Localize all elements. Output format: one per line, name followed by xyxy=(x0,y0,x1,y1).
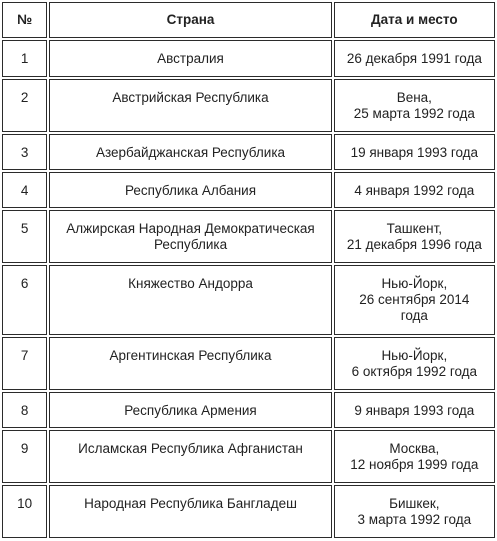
row-country: Народная Республика Бангладеш xyxy=(49,485,331,538)
row-date-place: 4 января 1992 года xyxy=(334,172,495,208)
header-date-place: Дата и место xyxy=(334,2,495,38)
row-num: 4 xyxy=(2,172,47,208)
table-row xyxy=(2,79,495,132)
row-num: 3 xyxy=(2,134,47,170)
row-date-place: 26 декабря 1991 года xyxy=(334,40,495,77)
row-date-place: 19 января 1993 года xyxy=(334,134,495,170)
row-country: Австралия xyxy=(49,40,331,77)
row-num: 7 xyxy=(2,337,47,390)
row-date-place: Ташкент, 21 декабря 1996 года xyxy=(334,210,495,263)
row-country: Княжество Андорра xyxy=(49,265,331,335)
row-country: Алжирская Народная Демократическая Республика xyxy=(49,210,331,263)
table-row xyxy=(2,392,495,428)
header-row xyxy=(2,2,495,38)
row-num: 9 xyxy=(2,430,47,483)
row-country: Республика Армения xyxy=(49,392,331,428)
row-num: 6 xyxy=(2,265,47,335)
row-num: 1 xyxy=(2,40,47,77)
row-date-place: Бишкек, 3 марта 1992 года xyxy=(334,485,495,538)
row-date-place: Москва, 12 ноября 1999 года xyxy=(334,430,495,483)
table-row xyxy=(2,40,495,77)
row-date-place: Нью-Йорк, 6 октября 1992 года xyxy=(334,337,495,390)
row-country: Исламская Республика Афганистан xyxy=(49,430,331,483)
table-row xyxy=(2,337,495,390)
table-row xyxy=(2,172,495,208)
row-num: 8 xyxy=(2,392,47,428)
row-num: 10 xyxy=(2,485,47,538)
table-row xyxy=(2,210,495,263)
header-num: № xyxy=(2,2,47,38)
table-row xyxy=(2,430,495,483)
row-country: Азербайджанская Республика xyxy=(49,134,331,170)
header-country: Страна xyxy=(49,2,331,38)
row-num: 5 xyxy=(2,210,47,263)
row-date-place: Нью-Йорк, 26 сентября 2014 года xyxy=(334,265,495,335)
row-country: Австрийская Республика xyxy=(49,79,331,132)
row-country: Аргентинская Республика xyxy=(49,337,331,390)
row-num: 2 xyxy=(2,79,47,132)
row-date-place: 9 января 1993 года xyxy=(334,392,495,428)
row-country: Республика Албания xyxy=(49,172,331,208)
table-row xyxy=(2,485,495,538)
table-row xyxy=(2,265,495,335)
table-row xyxy=(2,134,495,170)
row-date-place: Вена, 25 марта 1992 года xyxy=(334,79,495,132)
